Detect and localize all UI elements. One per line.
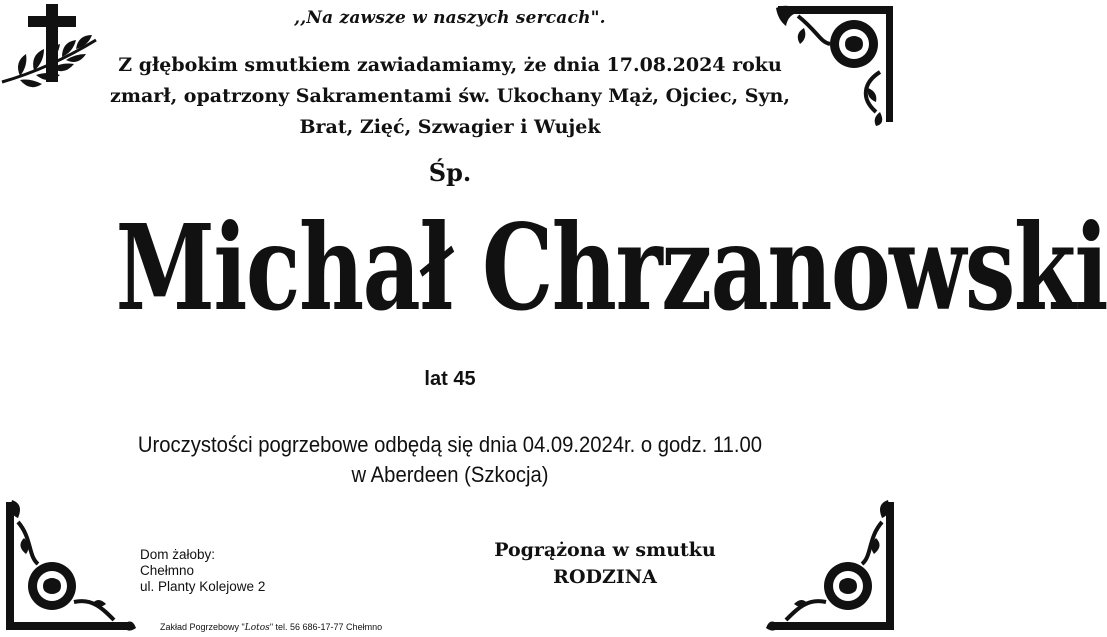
family-line: Pogrążona w smutku <box>494 539 716 561</box>
mourning-home-street: ul. Planty Kolejowe 2 <box>140 579 266 594</box>
funeral-details <box>36 430 864 490</box>
footer-suffix: " tel. 56 686-17-77 Chełmno <box>269 622 383 632</box>
floral-corner-ornament-icon <box>2 498 137 634</box>
mourning-home-city: Chełmno <box>140 563 195 578</box>
funeral-place-line: w Aberdeen (Szkocja) <box>351 462 549 487</box>
deceased-name: Michał Chrzanowski <box>115 198 1107 337</box>
family-line: RODZINA <box>553 566 657 588</box>
floral-corner-ornament-icon <box>770 498 898 634</box>
footer-prefix: Zakład Pogrzebowy " <box>160 622 245 632</box>
name-prefix: Śp. <box>428 158 472 187</box>
mourning-home <box>140 547 265 595</box>
motto: ,,Na zawsze w naszych sercach". <box>294 8 606 28</box>
announcement-line: zmarł, opatrzony Sakramentami św. Ukochany Mąż, Ojciec, Syn, <box>110 85 790 107</box>
announcement-line: Z głębokim smutkiem zawiadamiamy, że dnia 17.08.2024 roku <box>118 54 782 76</box>
family-signature <box>440 537 770 591</box>
cross-with-palm-icon <box>0 0 110 95</box>
funeral-date-line: Uroczystości pogrzebowe odbędą się dnia 04.09.2024r. o godz. 11.00 <box>137 432 763 457</box>
mourning-home-label: Dom żałoby: <box>140 547 216 562</box>
funeral-home-footer <box>160 622 382 633</box>
footer-brand: Lotos <box>244 623 270 633</box>
announcement-text <box>95 50 805 143</box>
announcement-line: Brat, Zięć, Szwagier i Wujek <box>299 116 601 138</box>
age: lat 45 <box>424 368 476 390</box>
